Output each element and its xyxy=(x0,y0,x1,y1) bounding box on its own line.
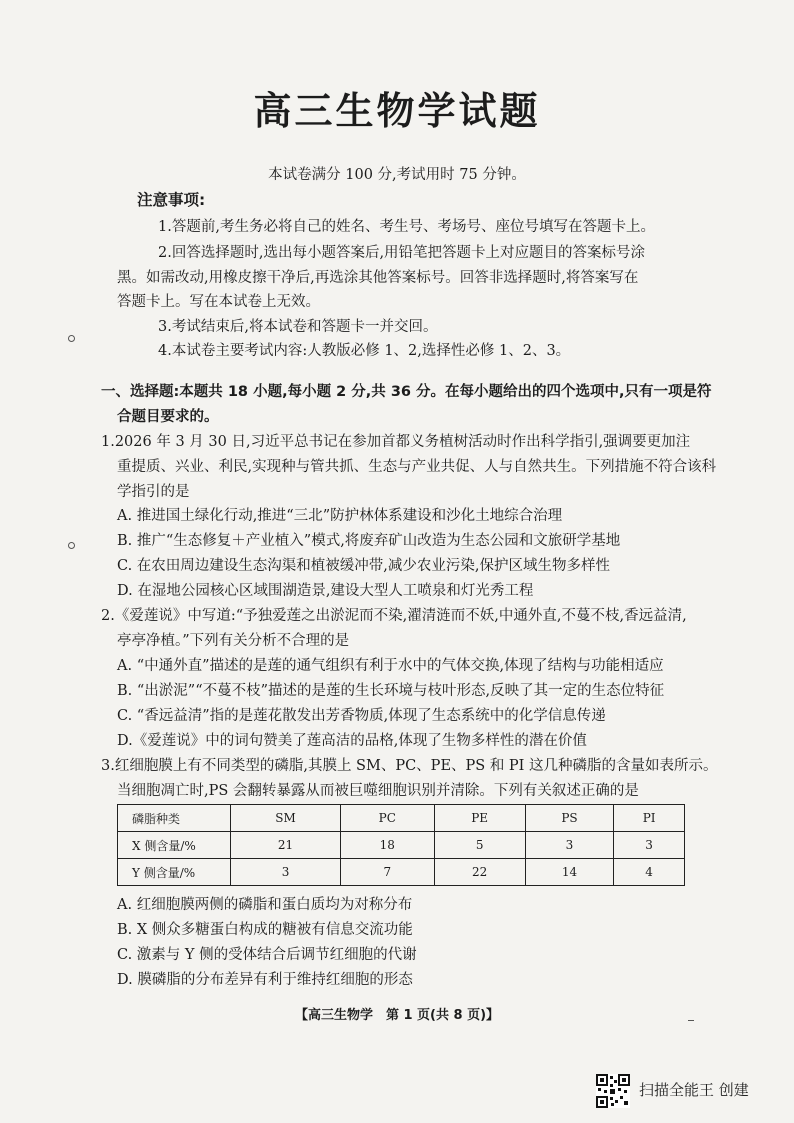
question-2-stem: 亭亭净植。”下列有关分析不合理的是 xyxy=(117,633,350,649)
exam-title: 高三生物学试题 xyxy=(253,89,541,133)
question-2-option-a: A. “中通外直”描述的是莲的通气组织有利于水中的气体交换,体现了结构与功能相适应 xyxy=(117,658,664,674)
question-3-stem: 3.红细胞膜上有不同类型的磷脂,其膜上 SM、PC、PE、PS 和 PI 这几种磷脂的含量如表所示。 xyxy=(101,758,718,774)
table-header-cell: SM xyxy=(231,805,341,832)
question-1-option-d: D. 在湿地公园核心区域围湖造景,建设大型人工喷泉和灯光秀工程 xyxy=(117,583,534,599)
question-1-option-b: B. 推广“生态修复＋产业植入”模式,将废弃矿山改造为生态公园和文旅研学基地 xyxy=(117,533,621,549)
question-2-option-c: C. “香远益清”指的是莲花散发出芳香物质,体现了生态系统中的化学信息传递 xyxy=(117,708,606,724)
notice-line: 2.回答选择题时,选出每小题答案后,用铅笔把答题卡上对应题目的答案标号涂 xyxy=(158,245,646,261)
table-cell: 3 xyxy=(525,832,613,859)
notice-line: 1.答题前,考生务必将自己的姓名、考生号、考场号、座位号填写在答题卡上。 xyxy=(158,219,655,235)
section-heading-cont: 合题目要求的。 xyxy=(117,409,219,425)
binding-hole-mark xyxy=(68,542,75,549)
question-2-option-d: D.《爱莲说》中的词句赞美了莲高洁的品格,体现了生物多样性的潜在价值 xyxy=(117,733,587,749)
table-header-cell: PC xyxy=(341,805,434,832)
question-2-option-b: B. “出淤泥”“不蔓不枝”描述的是莲的生长环境与枝叶形态,反映了其一定的生态位特征 xyxy=(117,683,665,699)
table-header-cell: PS xyxy=(525,805,613,832)
table-cell: 18 xyxy=(341,832,434,859)
question-3-option-c: C. 激素与 Y 侧的受体结合后调节红细胞的代谢 xyxy=(117,947,417,963)
question-1-stem: 学指引的是 xyxy=(117,484,190,500)
scan-mark xyxy=(688,1020,694,1021)
watermark-text: 扫描全能王 创建 xyxy=(639,1081,749,1099)
phospholipid-table xyxy=(117,804,685,886)
notice-line: 答题卡上。写在本试卷上无效。 xyxy=(117,294,320,310)
question-1-option-a: A. 推进国土绿化行动,推进“三北”防护林体系建设和沙化土地综合治理 xyxy=(117,508,563,524)
table-cell: 14 xyxy=(525,859,613,886)
notice-line: 4.本试卷主要考试内容:人教版必修 1、2,选择性必修 1、2、3。 xyxy=(158,343,571,359)
table-cell: 7 xyxy=(341,859,434,886)
section-heading: 一、选择题:本题共 18 小题,每小题 2 分,共 36 分。在每小题给出的四个选项中,只有一项是符 xyxy=(101,384,712,400)
exam-subtitle: 本试卷满分 100 分,考试用时 75 分钟。 xyxy=(268,167,526,183)
table-cell: 3 xyxy=(614,832,685,859)
page-footer: 【高三生物学 第 1 页(共 8 页)】 xyxy=(294,1008,500,1023)
table-header-cell: PI xyxy=(614,805,685,832)
table-cell: X 侧含量/% xyxy=(118,832,231,859)
table-cell: 22 xyxy=(434,859,525,886)
table-cell: 3 xyxy=(231,859,341,886)
notice-heading: 注意事项: xyxy=(137,191,206,209)
question-3-stem: 当细胞凋亡时,PS 会翻转暴露从而被巨噬细胞识别并清除。下列有关叙述正确的是 xyxy=(117,783,639,799)
table-cell: 4 xyxy=(614,859,685,886)
question-2-stem: 2.《爱莲说》中写道:“予独爱莲之出淤泥而不染,濯清涟而不妖,中通外直,不蔓不枝,香远益清, xyxy=(101,608,687,624)
notice-line: 3.考试结束后,将本试卷和答题卡一并交回。 xyxy=(158,319,438,335)
qr-code-icon xyxy=(596,1074,630,1108)
question-1-stem: 1.2026 年 3 月 30 日,习近平总书记在参加首都义务植树活动时作出科学指引,强调要更加注 xyxy=(101,434,691,450)
table-header-row xyxy=(118,805,685,832)
question-1-stem: 重提质、兴业、利民,实现种与管共抓、生态与产业共促、人与自然共生。下列措施不符合该科 xyxy=(117,459,717,475)
question-3-option-a: A. 红细胞膜两侧的磷脂和蛋白质均为对称分布 xyxy=(117,897,413,913)
table-header-cell: 磷脂种类 xyxy=(118,805,231,832)
question-1-option-c: C. 在农田周边建设生态沟渠和植被缓冲带,减少农业污染,保护区域生物多样性 xyxy=(117,558,611,574)
table-cell: Y 侧含量/% xyxy=(118,859,231,886)
table-row xyxy=(118,859,685,886)
table-row xyxy=(118,832,685,859)
table-header-cell: PE xyxy=(434,805,525,832)
table-cell: 5 xyxy=(434,832,525,859)
binding-hole-mark xyxy=(68,335,75,342)
notice-line: 黑。如需改动,用橡皮擦干净后,再选涂其他答案标号。回答非选择题时,将答案写在 xyxy=(117,270,639,286)
question-3-option-b: B. X 侧众多糖蛋白构成的糖被有信息交流功能 xyxy=(117,922,413,938)
table-cell: 21 xyxy=(231,832,341,859)
question-3-option-d: D. 膜磷脂的分布差异有利于维持红细胞的形态 xyxy=(117,972,413,988)
